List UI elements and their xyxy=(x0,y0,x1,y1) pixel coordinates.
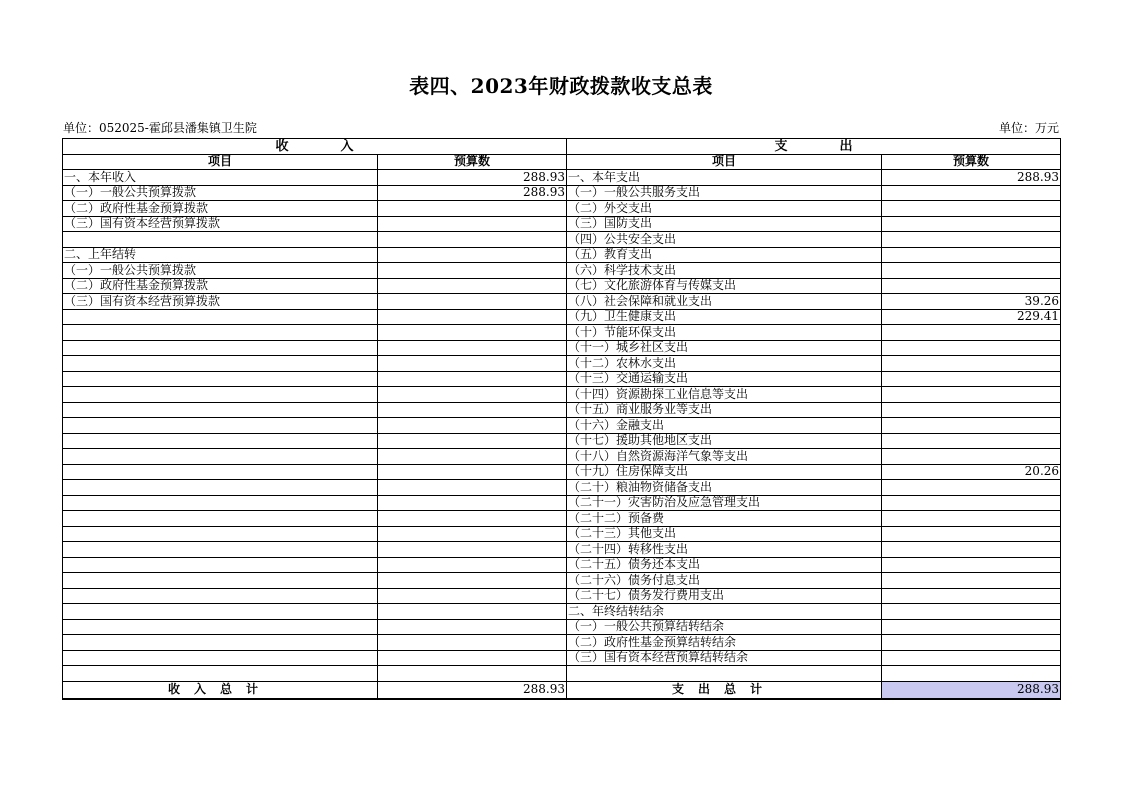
expense-value-cell xyxy=(882,371,1061,387)
expense-item-cell: （十二）农林水支出 xyxy=(567,356,882,372)
income-item-cell xyxy=(63,666,378,682)
table-row xyxy=(63,604,1061,620)
table-row xyxy=(63,309,1061,325)
expense-value-cell xyxy=(882,418,1061,434)
expense-item-cell: （二）外交支出 xyxy=(567,201,882,217)
income-value-cell xyxy=(378,418,567,434)
expense-item-cell: （六）科学技术支出 xyxy=(567,263,882,279)
income-value-cell: 288.93 xyxy=(378,185,567,201)
income-value-cell xyxy=(378,588,567,604)
expense-item-cell: （十六）金融支出 xyxy=(567,418,882,434)
expense-value-cell xyxy=(882,526,1061,542)
income-value-cell: 288.93 xyxy=(378,170,567,186)
expense-item-header: 项目 xyxy=(567,154,882,170)
expense-item-cell: （十七）援助其他地区支出 xyxy=(567,433,882,449)
table-row xyxy=(63,542,1061,558)
income-value-cell xyxy=(378,526,567,542)
expense-value-cell xyxy=(882,666,1061,682)
expense-value-cell xyxy=(882,216,1061,232)
table-row xyxy=(63,232,1061,248)
expense-item-cell: （三）国防支出 xyxy=(567,216,882,232)
income-value-cell xyxy=(378,635,567,651)
table-row xyxy=(63,387,1061,403)
income-item-cell xyxy=(63,418,378,434)
expense-item-cell: （五）教育支出 xyxy=(567,247,882,263)
income-item-cell: （一）一般公共预算拨款 xyxy=(63,263,378,279)
income-value-cell xyxy=(378,216,567,232)
table-row xyxy=(63,278,1061,294)
table-row xyxy=(63,619,1061,635)
expense-item-cell: 一、本年支出 xyxy=(567,170,882,186)
expense-value-cell xyxy=(882,232,1061,248)
income-item-cell: 二、上年结转 xyxy=(63,247,378,263)
income-value-cell xyxy=(378,356,567,372)
table-row xyxy=(63,666,1061,682)
table-row xyxy=(63,294,1061,310)
expense-item-cell: （二十五）债务还本支出 xyxy=(567,557,882,573)
expense-item-cell: （二十七）债务发行费用支出 xyxy=(567,588,882,604)
expense-item-cell: （二十三）其他支出 xyxy=(567,526,882,542)
income-item-header: 项目 xyxy=(63,154,378,170)
expense-item-cell: （四）公共安全支出 xyxy=(567,232,882,248)
table-row xyxy=(63,371,1061,387)
income-value-cell xyxy=(378,278,567,294)
income-value-cell xyxy=(378,232,567,248)
expense-item-cell: （十一）城乡社区支出 xyxy=(567,340,882,356)
expense-value-cell xyxy=(882,449,1061,465)
table-row xyxy=(63,263,1061,279)
expense-item-cell: （七）文化旅游体育与传媒支出 xyxy=(567,278,882,294)
income-item-cell: （三）国有资本经营预算拨款 xyxy=(63,294,378,310)
expense-value-cell xyxy=(882,604,1061,620)
income-value-cell xyxy=(378,294,567,310)
table-row xyxy=(63,433,1061,449)
expense-value-cell xyxy=(882,495,1061,511)
income-value-cell xyxy=(378,619,567,635)
expense-item-cell: （三）国有资本经营预算结转结余 xyxy=(567,650,882,666)
expense-item-cell: （二十二）预备费 xyxy=(567,511,882,527)
expense-item-cell: （十九）住房保障支出 xyxy=(567,464,882,480)
section-header-row xyxy=(63,139,1061,155)
income-item-cell xyxy=(63,604,378,620)
income-item-cell xyxy=(63,542,378,558)
income-item-cell xyxy=(63,371,378,387)
expense-value-cell xyxy=(882,480,1061,496)
expense-item-cell: （二十）粮油物资储备支出 xyxy=(567,480,882,496)
expense-value-cell: 20.26 xyxy=(882,464,1061,480)
income-value-cell xyxy=(378,263,567,279)
income-value-cell xyxy=(378,340,567,356)
income-item-cell xyxy=(63,635,378,651)
income-item-cell xyxy=(63,232,378,248)
income-total-value: 288.93 xyxy=(378,681,567,699)
expense-value-cell: 288.93 xyxy=(882,170,1061,186)
table-row xyxy=(63,635,1061,651)
income-budget-header: 预算数 xyxy=(378,154,567,170)
table-row xyxy=(63,650,1061,666)
expense-value-cell xyxy=(882,511,1061,527)
expense-item-cell: （十）节能环保支出 xyxy=(567,325,882,341)
expense-item-cell: （二十六）债务付息支出 xyxy=(567,573,882,589)
income-value-cell xyxy=(378,604,567,620)
income-value-cell xyxy=(378,201,567,217)
totals-row xyxy=(63,681,1061,699)
expense-value-cell xyxy=(882,573,1061,589)
table-row xyxy=(63,449,1061,465)
table-row xyxy=(63,201,1061,217)
table-row xyxy=(63,480,1061,496)
income-value-cell xyxy=(378,325,567,341)
expense-item-cell: （八）社会保障和就业支出 xyxy=(567,294,882,310)
income-item-cell xyxy=(63,511,378,527)
income-item-cell: （三）国有资本经营预算拨款 xyxy=(63,216,378,232)
income-value-cell xyxy=(378,557,567,573)
income-item-cell xyxy=(63,480,378,496)
expense-value-cell xyxy=(882,387,1061,403)
expense-value-cell xyxy=(882,402,1061,418)
table-row xyxy=(63,526,1061,542)
income-value-cell xyxy=(378,402,567,418)
income-item-cell xyxy=(63,387,378,403)
expense-item-cell: （一）一般公共预算结转结余 xyxy=(567,619,882,635)
table-row xyxy=(63,247,1061,263)
income-value-cell xyxy=(378,542,567,558)
expense-item-cell: （九）卫生健康支出 xyxy=(567,309,882,325)
income-value-cell xyxy=(378,433,567,449)
expense-value-cell xyxy=(882,619,1061,635)
expense-value-cell xyxy=(882,635,1061,651)
expense-item-cell: （十三）交通运输支出 xyxy=(567,371,882,387)
expense-value-cell: 229.41 xyxy=(882,309,1061,325)
income-item-cell xyxy=(63,619,378,635)
expense-value-cell xyxy=(882,557,1061,573)
income-value-cell xyxy=(378,511,567,527)
expense-value-cell xyxy=(882,588,1061,604)
income-item-cell xyxy=(63,433,378,449)
income-value-cell xyxy=(378,449,567,465)
expense-value-cell xyxy=(882,433,1061,449)
income-section-header: 收 入 xyxy=(63,139,567,155)
table-row xyxy=(63,185,1061,201)
expense-value-cell xyxy=(882,325,1061,341)
unit-label-currency: 单位：万元 xyxy=(998,121,1059,135)
table-row xyxy=(63,511,1061,527)
expense-value-cell: 39.26 xyxy=(882,294,1061,310)
expense-value-cell xyxy=(882,247,1061,263)
expense-total-value: 288.93 xyxy=(882,681,1061,699)
income-value-cell xyxy=(378,573,567,589)
expense-item-cell: （二）政府性基金预算结转结余 xyxy=(567,635,882,651)
income-value-cell xyxy=(378,480,567,496)
unit-label-org: 单位：052025-霍邱县潘集镇卫生院 xyxy=(63,121,257,135)
expense-item-cell: （十八）自然资源海洋气象等支出 xyxy=(567,449,882,465)
expense-total-label: 支出总计 xyxy=(567,681,882,699)
expense-item-cell: （二十四）转移性支出 xyxy=(567,542,882,558)
expense-value-cell xyxy=(882,356,1061,372)
table-row xyxy=(63,557,1061,573)
income-value-cell xyxy=(378,387,567,403)
column-header-row xyxy=(63,154,1061,170)
expense-item-cell: （二十一）灾害防治及应急管理支出 xyxy=(567,495,882,511)
income-item-cell xyxy=(63,402,378,418)
expense-item-cell: （十五）商业服务业等支出 xyxy=(567,402,882,418)
expense-value-cell xyxy=(882,263,1061,279)
income-item-cell xyxy=(63,650,378,666)
expense-value-cell xyxy=(882,185,1061,201)
income-total-label: 收入总计 xyxy=(63,681,378,699)
income-value-cell xyxy=(378,371,567,387)
income-item-cell xyxy=(63,464,378,480)
income-item-cell xyxy=(63,526,378,542)
table-row xyxy=(63,340,1061,356)
table-row xyxy=(63,325,1061,341)
income-value-cell xyxy=(378,666,567,682)
income-item-cell: （二）政府性基金预算拨款 xyxy=(63,201,378,217)
income-value-cell xyxy=(378,495,567,511)
income-item-cell xyxy=(63,340,378,356)
income-item-cell xyxy=(63,495,378,511)
income-item-cell: 一、本年收入 xyxy=(63,170,378,186)
income-value-cell xyxy=(378,309,567,325)
income-item-cell xyxy=(63,325,378,341)
income-value-cell xyxy=(378,247,567,263)
expense-budget-header: 预算数 xyxy=(882,154,1061,170)
table-row xyxy=(63,588,1061,604)
income-item-cell xyxy=(63,573,378,589)
table-row xyxy=(63,418,1061,434)
expense-item-cell: （一）一般公共服务支出 xyxy=(567,185,882,201)
table-row xyxy=(63,402,1061,418)
expense-section-header: 支 出 xyxy=(567,139,1061,155)
income-item-cell: （一）一般公共预算拨款 xyxy=(63,185,378,201)
table-row xyxy=(63,356,1061,372)
expense-value-cell xyxy=(882,340,1061,356)
expense-item-cell xyxy=(567,666,882,682)
expense-value-cell xyxy=(882,201,1061,217)
table-row xyxy=(63,573,1061,589)
table-row xyxy=(63,464,1061,480)
table-row xyxy=(63,216,1061,232)
page-title: 表四、2023年财政拨款收支总表 xyxy=(409,74,713,98)
expense-value-cell xyxy=(882,542,1061,558)
income-item-cell: （二）政府性基金预算拨款 xyxy=(63,278,378,294)
income-value-cell xyxy=(378,464,567,480)
expense-value-cell xyxy=(882,650,1061,666)
income-item-cell xyxy=(63,588,378,604)
finance-table xyxy=(62,138,1061,700)
income-item-cell xyxy=(63,557,378,573)
expense-value-cell xyxy=(882,278,1061,294)
expense-item-cell: （十四）资源勘探工业信息等支出 xyxy=(567,387,882,403)
income-item-cell xyxy=(63,309,378,325)
expense-item-cell: 二、年终结转结余 xyxy=(567,604,882,620)
table-row xyxy=(63,495,1061,511)
income-item-cell xyxy=(63,356,378,372)
income-value-cell xyxy=(378,650,567,666)
table-row xyxy=(63,170,1061,186)
income-item-cell xyxy=(63,449,378,465)
table-body xyxy=(63,170,1061,682)
